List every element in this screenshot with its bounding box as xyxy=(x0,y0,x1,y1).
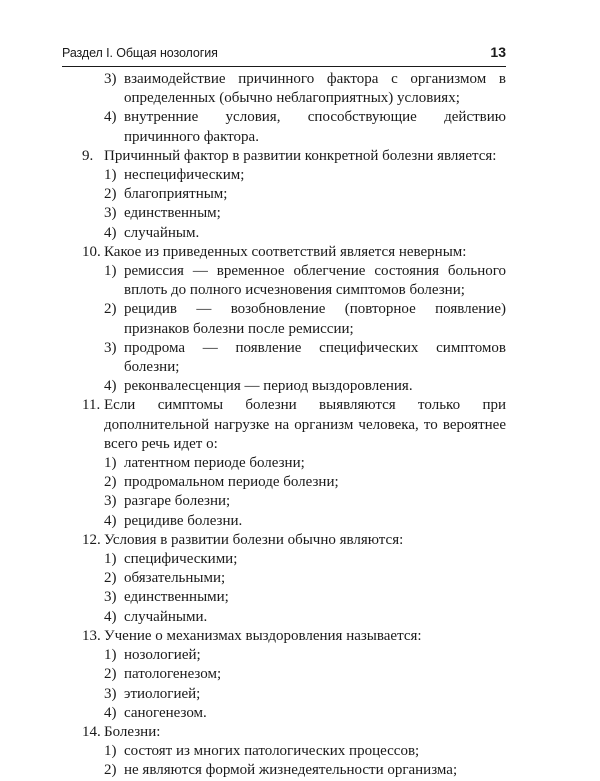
answer-option xyxy=(104,204,506,223)
answer-text: благоприятным; xyxy=(124,186,228,203)
answer-text: продромальном периоде болезни; xyxy=(124,474,339,491)
answer-text: реконвалесценция — период выздоровления. xyxy=(124,378,413,395)
answer-number: 2) xyxy=(104,474,117,491)
answer-option xyxy=(104,761,506,780)
answer-number: 1) xyxy=(104,263,117,280)
answer-option xyxy=(104,550,506,569)
answer-number: 1) xyxy=(104,167,117,184)
answer-number: 2) xyxy=(104,186,117,203)
question xyxy=(82,396,506,454)
answer-number: 1) xyxy=(104,743,117,760)
answer-option xyxy=(104,166,506,185)
running-header xyxy=(62,44,506,64)
question-text: Учение о механизмах выздоровления называется: xyxy=(104,627,422,644)
answer-number: 4) xyxy=(104,378,117,395)
answer-option xyxy=(104,588,506,607)
answer-option xyxy=(104,473,506,492)
answer-number: 3) xyxy=(104,205,117,222)
answer-number: 3) xyxy=(104,71,117,87)
answer-option xyxy=(104,300,506,338)
answer-number: 2) xyxy=(104,762,117,779)
answer-text: взаимодействие причинного фактора с организмом в определенных (обычно неблагоприятных) условиях; xyxy=(124,71,506,107)
answer-text: состоят из многих патологических процессов; xyxy=(124,743,420,760)
answer-option xyxy=(104,454,506,473)
answer-option xyxy=(104,646,506,665)
answer-option xyxy=(104,70,506,108)
page-number: 13 xyxy=(490,44,506,60)
answer-number: 3) xyxy=(104,493,117,510)
answer-option xyxy=(104,377,506,396)
answer-option xyxy=(104,108,506,146)
answer-text: ремиссия — временное облегчение состояния больного вплоть до полного исчезновения симптомов болезни; xyxy=(124,263,506,299)
answer-text: нозологией; xyxy=(124,647,201,664)
question-list xyxy=(82,70,506,781)
answer-text: продрома — появление специфических симптомов болезни; xyxy=(124,339,506,376)
question xyxy=(82,531,506,550)
answer-number: 2) xyxy=(104,301,117,318)
answer-text: разгаре болезни; xyxy=(124,493,231,510)
header-rule xyxy=(62,66,506,67)
answer-number: 3) xyxy=(104,589,117,606)
question xyxy=(82,147,506,166)
answer-text: внутренние условия, способствующие действию причинного фактора. xyxy=(124,109,506,145)
answer-text: рецидиве болезни. xyxy=(124,512,243,529)
answer-text: патологенезом; xyxy=(124,666,222,683)
question-number: 12. xyxy=(82,531,101,548)
answer-text: латентном периоде болезни; xyxy=(124,455,305,472)
question-text: Причинный фактор в развитии конкретной болезни является: xyxy=(104,147,497,164)
answer-option xyxy=(104,704,506,723)
answer-option xyxy=(104,492,506,511)
answer-text: неспецифическим; xyxy=(124,167,245,184)
answer-number: 1) xyxy=(104,455,117,472)
question-number: 11. xyxy=(82,397,101,414)
answer-option xyxy=(104,512,506,531)
answer-option xyxy=(104,742,506,761)
question xyxy=(82,243,506,262)
question-text: Условия в развитии болезни обычно являются: xyxy=(104,531,404,548)
question-text: Если симптомы болезни выявляются только при дополнительной нагрузке на организм человека, то вероятнее всего речь идет о: xyxy=(104,397,506,452)
answer-number: 4) xyxy=(104,704,117,721)
answer-number: 2) xyxy=(104,570,117,587)
answer-text: специфическими; xyxy=(124,551,238,568)
answer-text: единственными; xyxy=(124,589,229,606)
answer-number: 4) xyxy=(104,224,117,241)
answer-option xyxy=(104,685,506,704)
answer-text: случайным. xyxy=(124,224,200,241)
question-number: 14. xyxy=(82,723,101,740)
answer-option xyxy=(104,262,506,300)
answer-number: 2) xyxy=(104,666,117,683)
answer-text: обязательными; xyxy=(124,570,226,587)
answer-option xyxy=(104,224,506,243)
answer-text: случайными. xyxy=(124,608,208,625)
answer-number: 4) xyxy=(104,109,117,126)
answer-text: этиологией; xyxy=(124,685,201,702)
section-title: Раздел I. Общая нозология xyxy=(62,46,218,60)
question-text: Какое из приведенных соответствий является неверным: xyxy=(104,243,467,260)
answer-text: единственным; xyxy=(124,205,221,222)
answer-option xyxy=(104,665,506,684)
answer-option xyxy=(104,339,506,377)
answer-option xyxy=(104,185,506,204)
answer-number: 1) xyxy=(104,551,117,568)
question-number: 13. xyxy=(82,627,101,644)
answer-number: 4) xyxy=(104,608,117,625)
answer-text: не являются формой жизнедеятельности организма; xyxy=(124,762,458,779)
question-text: Болезни: xyxy=(104,723,161,740)
answer-number: 1) xyxy=(104,647,117,664)
question-number: 9. xyxy=(82,147,94,164)
question xyxy=(82,627,506,646)
answer-number: 3) xyxy=(104,685,117,702)
question xyxy=(82,723,506,742)
answer-text: рецидив — возобновление (повторное появление) признаков болезни после ремиссии; xyxy=(124,301,506,337)
answer-option xyxy=(104,608,506,627)
answer-number: 3) xyxy=(104,339,117,356)
answer-number: 4) xyxy=(104,512,117,529)
answer-option xyxy=(104,569,506,588)
question-number: 10. xyxy=(82,243,101,260)
answer-text: саногенезом. xyxy=(124,704,207,721)
